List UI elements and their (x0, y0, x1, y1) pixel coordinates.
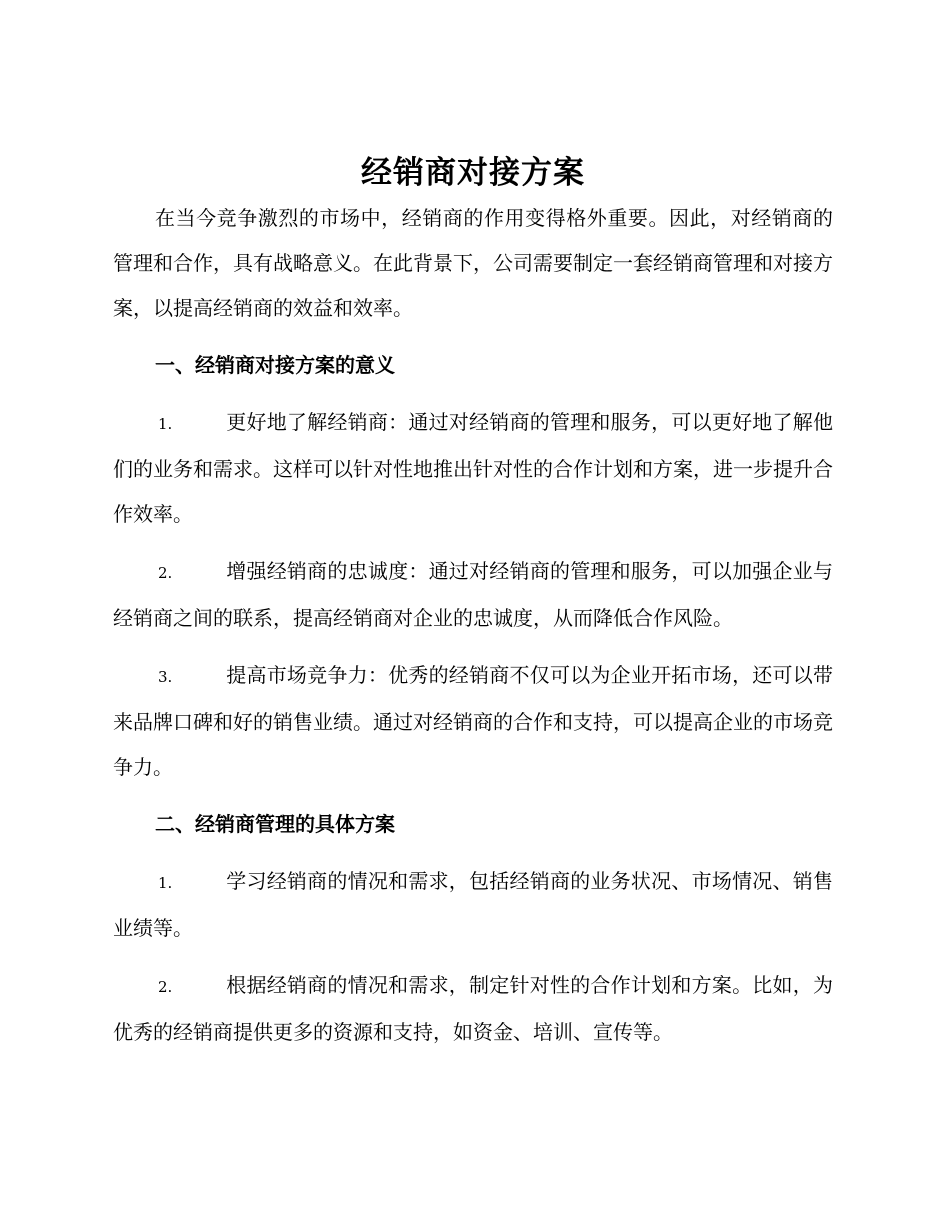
section-1-heading: 一、经销商对接方案的意义 (155, 353, 395, 377)
item-text: 根据经销商的情况和需求，制定针对性的合作计划和方案。比如，为优秀的经销商提供更多的资源和支持，如资金、培训、宣传等。 (113, 973, 833, 1044)
document-title: 经销商对接方案 (361, 155, 585, 191)
section-2-item-2 (113, 963, 833, 1055)
item-text: 提高市场竞争力：优秀的经销商不仅可以为企业开拓市场，还可以带来品牌口碑和好的销售业绩。通过对经销商的合作和支持，可以提高企业的市场竞争力。 (113, 663, 833, 779)
item-number: 1. (158, 415, 173, 433)
intro-paragraph: 在当今竞争激烈的市场中，经销商的作用变得格外重要。因此，对经销商的管理和合作，具有战略意义。在此背景下，公司需要制定一套经销商管理和对接方案，以提高经销商的效益和效率。 (113, 206, 833, 320)
item-text: 更好地了解经销商：通过对经销商的管理和服务，可以更好地了解他们的业务和需求。这样可以针对性地推出针对性的合作计划和方案，进一步提升合作效率。 (113, 410, 833, 526)
section-1-item-2 (113, 549, 833, 641)
section-2-heading: 二、经销商管理的具体方案 (155, 812, 395, 836)
section-1-item-1 (113, 400, 833, 537)
item-text: 学习经销商的情况和需求，包括经销商的业务状况、市场情况、销售业绩等。 (113, 869, 833, 940)
item-number: 1. (158, 874, 173, 892)
item-number: 2. (158, 978, 173, 996)
item-number: 2. (158, 564, 173, 582)
item-number: 3. (158, 668, 173, 686)
section-2-item-1 (113, 859, 833, 951)
item-text: 增强经销商的忠诚度：通过对经销商的管理和服务，可以加强企业与经销商之间的联系，提高经销商对企业的忠诚度，从而降低合作风险。 (113, 559, 833, 630)
section-1-item-3 (113, 653, 833, 790)
